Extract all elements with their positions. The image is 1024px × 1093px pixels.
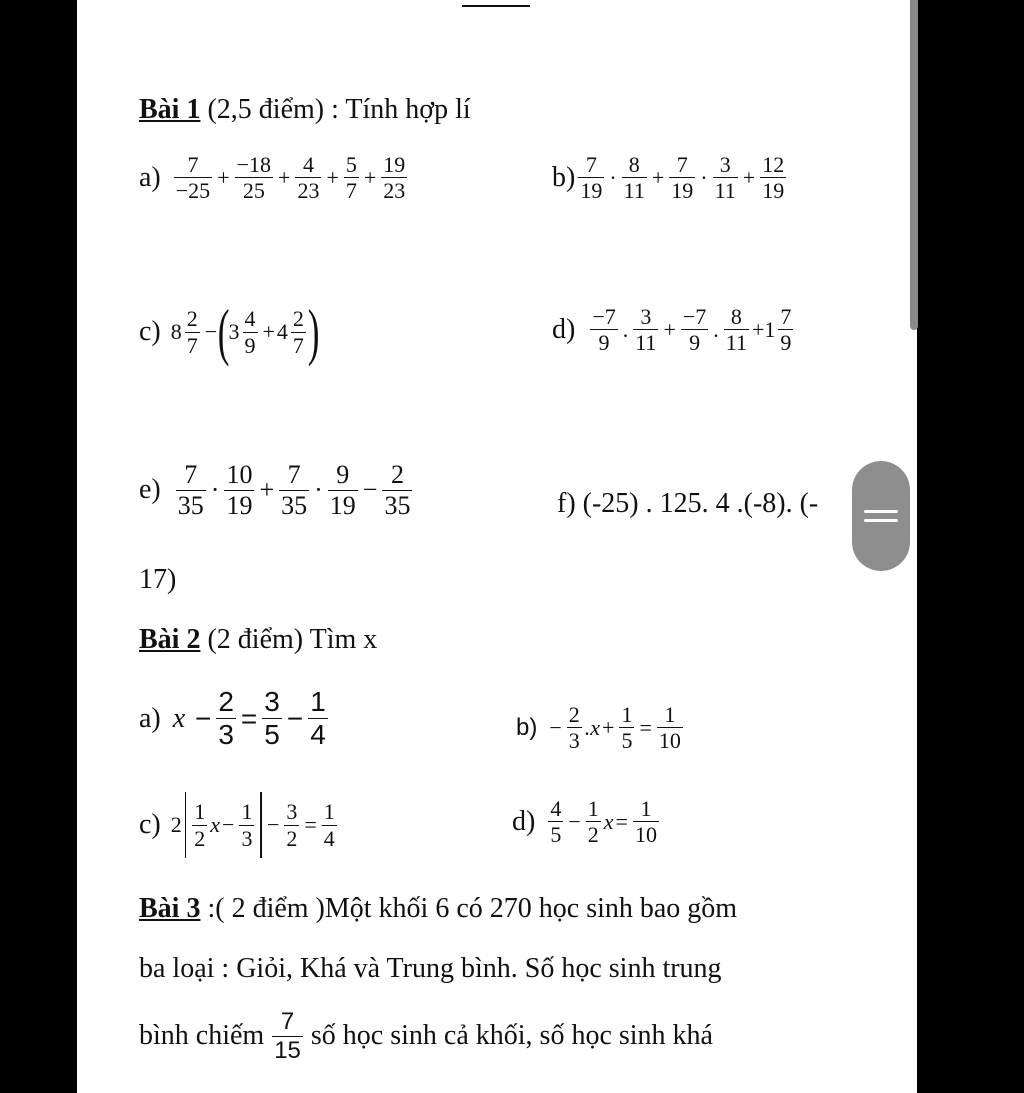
bai1-f: f) (-25) . 125. 4 .(-8). (- (557, 488, 819, 519)
bai3-line3: bình chiếm $\frac{7}{15}$ số học sinh cả khối, số học sinh khá (139, 1008, 713, 1064)
bai1-e: e) $\frac{7}{35}$ · $\frac{10}{19}$ + $\frac{7}{35}$ · $\frac{9}{19}$ − $\frac{2}{35}$ (139, 460, 411, 520)
bai2-a: a) x − $\frac{2}{3}$ = $\frac{3}{5}$ − $\frac{1}{4}$ (139, 686, 326, 751)
bai1-a: a) $\frac{7}{-25}$ + $\frac{-18}{25}$ + $\frac{4}{23}$ + $\frac{5}{7}$ + $\frac{19}{23}$ (139, 152, 406, 204)
bai1-heading: Bài 1 (2,5 điểm) : Tính hợp lí (139, 94, 471, 125)
bai2-c: c) 2 $\frac{1}{2}$ x − $\frac{1}{3}$ − $\frac{3}{2}$ = $\frac{1}{4}$ (139, 792, 340, 858)
bai3-line2: ba loại : Giỏi, Khá và Trung bình. Số học sinh trung (139, 953, 722, 984)
bai3-line1: Bài 3 :( 2 điểm )Một khối 6 có 270 học sinh bao gồm (139, 893, 738, 924)
scroll-handle[interactable] (852, 461, 910, 571)
grip-icon (864, 510, 898, 513)
bai2-b: b) − $\frac{2}{3}$ .x + $\frac{1}{5}$ = $\frac{1}{10}$ (516, 702, 681, 754)
grip-icon (864, 519, 898, 522)
bai2-heading: Bài 2 (2 điểm) Tìm x (139, 624, 378, 655)
bai1-f-continuation: 17) (139, 564, 177, 595)
bai2-d: d) $\frac{4}{5}$ − $\frac{1}{2}$ x = $\frac{1}{10}$ (512, 796, 657, 848)
heading-fragment (462, 0, 530, 7)
bai1-c: c) 8 $\frac{2}{7}$ − ( 3 $\frac{4}{9}$ + 4 $\frac{2}{7}$ ) (139, 296, 320, 367)
bai1-b: b) $\frac{7}{19}$ · $\frac{8}{11}$ + $\frac{7}{19}$ · $\frac{3}{11}$ + $\frac{12}{19}$ (552, 152, 785, 204)
bai1-d: d) $\frac{-7}{9}$ . $\frac{3}{11}$ + $\frac{-7}{9}$ . $\frac{8}{11}$ +1 $\frac{7}{9}$ (552, 304, 792, 356)
scrollbar[interactable] (910, 0, 918, 330)
